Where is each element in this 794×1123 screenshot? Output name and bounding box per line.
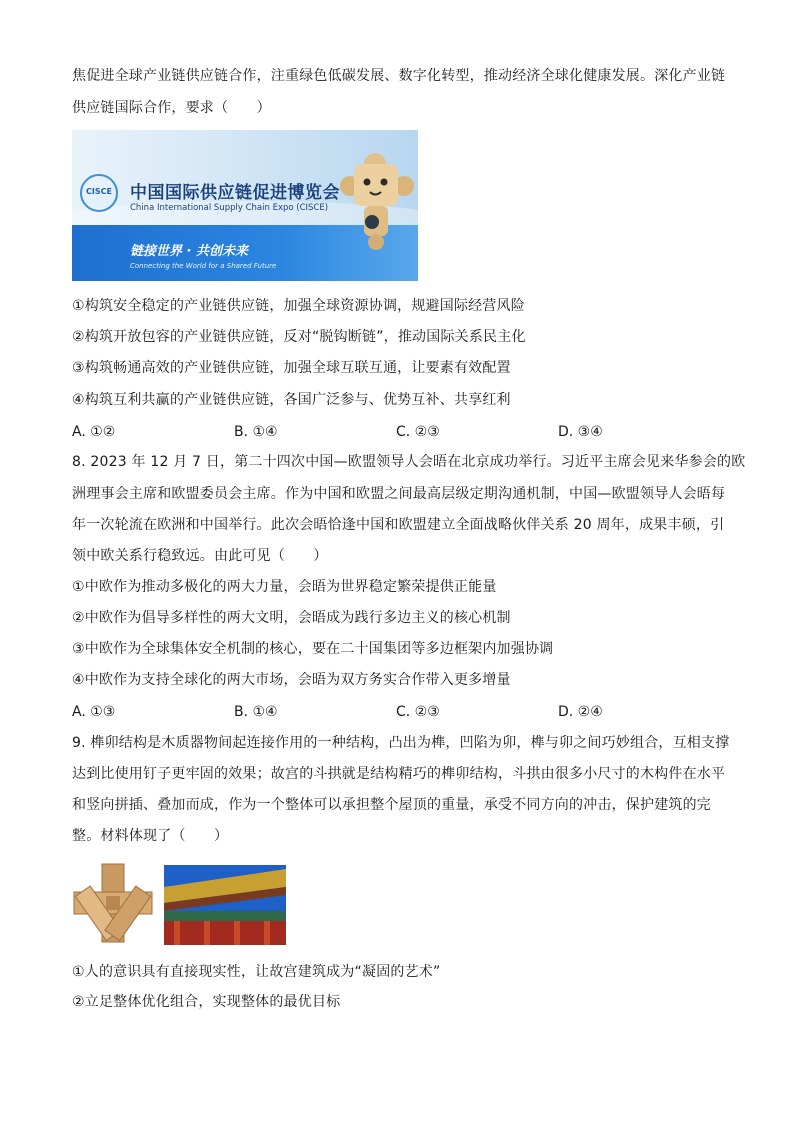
expo-title-cn: 中国国际供应链促进博览会 xyxy=(130,183,340,203)
q7-option-1: ①构筑安全稳定的产业链供应链，加强全球资源协调，规避国际经营风险 xyxy=(72,298,525,314)
expo-slogan-cn: 链接世界 · 共创未来 xyxy=(130,244,248,259)
q7-stem-line-1: 焦促进全球产业链供应链合作，注重绿色低碳发展、数字化转型，推动经济全球化健康发展。深化产业链 xyxy=(72,68,726,84)
q7-option-2: ②构筑开放包容的产业链供应链，反对“脱钩断链”，推动国际关系民主化 xyxy=(72,329,526,345)
q9-stem-line-4: 整。材料体现了（ ） xyxy=(72,828,229,844)
q9-option-1: ①人的意识具有直接现实性，让故宫建筑成为“凝固的艺术” xyxy=(72,964,441,980)
q9-stem-line-3: 和竖向拼插、叠加而成，作为一个整体可以承担整个屋顶的重量，承受不同方向的冲击，保护建筑的完 xyxy=(72,797,711,813)
mortise-tenon-puzzle-image xyxy=(72,862,154,944)
q9-option-2: ②立足整体优化组合，实现整体的最优目标 xyxy=(72,994,341,1010)
q8-option-2: ②中欧作为倡导多样性的两大文明，会晤成为践行多边主义的核心机制 xyxy=(72,610,511,626)
q7-option-3: ③构筑畅通高效的产业链供应链，加强全球互联互通，让要素有效配置 xyxy=(72,360,511,376)
q7-option-4: ④构筑互利共赢的产业链供应链，各国广泛参与、优势互补、共享红利 xyxy=(72,392,511,408)
q8-option-1: ①中欧作为推动多极化的两大力量，会晤为世界稳定繁荣提供正能量 xyxy=(72,579,497,595)
q7-choice-a: A. ①② xyxy=(72,424,116,440)
q8-option-4: ④中欧作为支持全球化的两大市场，会晤为双方务实合作带入更多增量 xyxy=(72,672,511,688)
q8-choice-a: A. ①③ xyxy=(72,704,116,720)
cisce-logo-text: CISCE xyxy=(86,187,112,196)
q8-stem-line-1: 8. 2023 年 12 月 7 日，第二十四次中国—欧盟领导人会晤在北京成功举行。习近平主席会见来华参会的欧 xyxy=(72,454,746,470)
q8-stem-line-4: 领中欧关系行稳致远。由此可见（ ） xyxy=(72,548,328,564)
q8-stem-line-3: 年一次轮流在欧洲和中国举行。此次会晤恰逢中国和欧盟建立全面战略伙伴关系 20 周年，成果丰硕，引 xyxy=(72,517,725,533)
q8-choice-d: D. ②④ xyxy=(558,704,603,720)
q7-choice-c: C. ②③ xyxy=(396,424,440,440)
q9-stem-line-1: 9. 榫卯结构是木质器物间起连接作用的一种结构，凸出为榫，凹陷为卯，榫与卯之间巧妙组合，互相支撑 xyxy=(72,735,730,751)
q7-choice-b: B. ①④ xyxy=(234,424,278,440)
q8-stem-line-2: 洲理事会主席和欧盟委员会主席。作为中国和欧盟之间最高层级定期沟通机制，中国—欧盟领导人会晤每 xyxy=(72,486,726,502)
q8-choice-c: C. ②③ xyxy=(396,704,440,720)
q9-stem-line-2: 达到比使用钉子更牢固的效果；故宫的斗拱就是结构精巧的榫卯结构，斗拱由很多小尺寸的木构件在水平 xyxy=(72,766,726,782)
forbidden-city-dougong-image xyxy=(164,865,286,945)
q8-option-3: ③中欧作为全球集体安全机制的核心，要在二十国集团等多边框架内加强协调 xyxy=(72,641,554,657)
mascot-icon xyxy=(334,134,416,254)
q7-stem-line-2: 供应链国际合作，要求（ ） xyxy=(72,100,271,116)
q7-choice-d: D. ③④ xyxy=(558,424,603,440)
expo-slogan-en: Connecting the World for a Shared Future xyxy=(130,262,277,270)
q8-choice-b: B. ①④ xyxy=(234,704,278,720)
expo-banner-image xyxy=(72,130,418,281)
expo-title-en: China International Supply Chain Expo (CISCE) xyxy=(130,203,329,213)
